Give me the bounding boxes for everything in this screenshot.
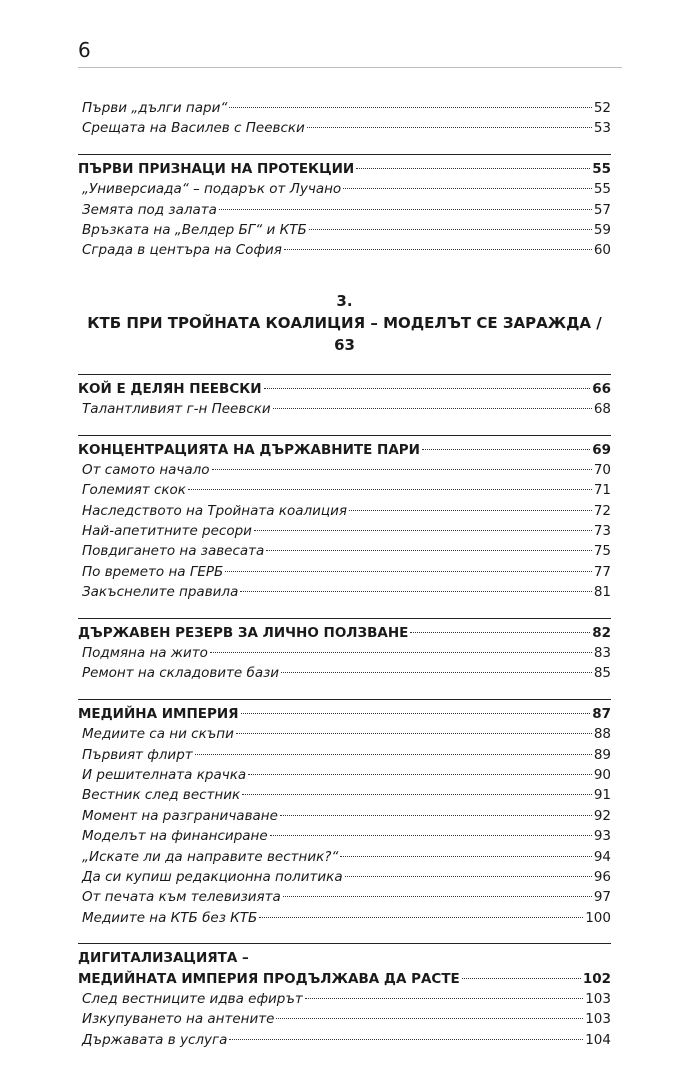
leader-dots — [229, 1039, 583, 1040]
toc-entry-page: 92 — [593, 807, 611, 824]
toc-entry-page: 73 — [593, 523, 611, 540]
toc-entry[interactable] — [78, 724, 611, 744]
toc-entry[interactable] — [78, 480, 611, 500]
toc-entry-page: 89 — [593, 746, 611, 763]
leader-dots — [309, 229, 592, 230]
page-number: 6 — [78, 38, 91, 62]
toc-entry-page: 68 — [593, 401, 611, 418]
section-number: 3. — [336, 291, 353, 310]
toc-entry[interactable] — [78, 399, 611, 419]
toc-chapter-page: 69 — [592, 441, 611, 458]
toc-chapter[interactable] — [78, 704, 611, 724]
leader-dots — [264, 388, 591, 389]
toc-entry-title: Най-апетитните ресори — [82, 523, 252, 540]
toc-entry-title: Да си купиш редакционна политика — [82, 868, 343, 885]
leader-dots — [280, 815, 592, 816]
toc-chapter-title: МЕДИЙНАТА ИМПЕРИЯ ПРОДЪЛЖАВА ДА РАСТЕ — [78, 970, 460, 987]
toc-chapter[interactable] — [78, 440, 611, 460]
toc-entry[interactable] — [78, 1030, 611, 1050]
toc-entry-title: Големият скок — [82, 482, 186, 499]
leader-dots — [195, 754, 592, 755]
toc-entry-title: Държавата в услуга — [82, 1031, 228, 1048]
toc-entry-page: 55 — [593, 181, 611, 198]
leader-dots — [188, 489, 592, 490]
toc-entry-title: Връзката на „Велдер БГ“ и КТБ — [82, 221, 307, 238]
leader-dots — [284, 249, 592, 250]
header-rule — [78, 67, 622, 68]
toc-entry-page: 103 — [585, 1011, 611, 1028]
toc-chapter-page: 55 — [592, 160, 611, 177]
toc-entry[interactable] — [78, 98, 611, 118]
toc-entry-title: Момент на разграничаване — [82, 807, 278, 824]
toc-entry-title: Подмяна на жито — [82, 645, 208, 662]
toc-entry-page: 60 — [593, 242, 611, 259]
leader-dots — [241, 713, 591, 714]
toc-entry-title: Талантливият г-н Пеевски — [82, 401, 271, 418]
toc-entry-title: Срещата на Василев с Пеевски — [82, 120, 305, 137]
leader-dots — [273, 408, 592, 409]
toc-chapter[interactable] — [78, 159, 611, 179]
leader-dots — [266, 550, 591, 551]
toc-entry[interactable] — [78, 663, 611, 683]
toc-entry-title: Медиите са ни скъпи — [82, 726, 234, 743]
toc-chapter-title: МЕДИЙНА ИМПЕРИЯ — [78, 705, 239, 722]
toc-entry-page: 104 — [585, 1031, 611, 1048]
leader-dots — [248, 774, 592, 775]
leader-dots — [254, 530, 592, 531]
leader-dots — [259, 917, 583, 918]
leader-dots — [410, 632, 590, 633]
leader-dots — [356, 168, 590, 169]
toc-entry-title: Сграда в центъра на София — [82, 242, 282, 259]
section-divider — [78, 154, 611, 155]
toc-entry[interactable] — [78, 643, 611, 663]
leader-dots — [340, 856, 591, 857]
toc-chapter[interactable] — [78, 623, 611, 643]
leader-dots — [305, 998, 583, 999]
toc-entry-page: 91 — [593, 787, 611, 804]
toc-entry-title: По времето на ГЕРБ — [82, 563, 224, 580]
toc-entry[interactable] — [78, 582, 611, 602]
toc-entry[interactable] — [78, 765, 611, 785]
section-divider — [78, 435, 611, 436]
toc-entry[interactable] — [78, 179, 611, 199]
toc-entry-page: 70 — [593, 461, 611, 478]
leader-dots — [225, 571, 592, 572]
toc-chapter-title: ДЪРЖАВЕН РЕЗЕРВ ЗА ЛИЧНО ПОЛЗВАНЕ — [78, 624, 409, 641]
toc-entry-page: 52 — [593, 100, 611, 116]
toc-entry[interactable] — [78, 541, 611, 561]
section-divider — [78, 943, 611, 944]
toc-entry[interactable] — [78, 745, 611, 765]
toc-entry-page: 85 — [593, 665, 611, 682]
toc-entry-page: 71 — [593, 482, 611, 499]
toc-entry[interactable] — [78, 220, 611, 240]
section-title: КТБ ПРИ ТРОЙНАТА КОАЛИЦИЯ – МОДЕЛЪТ СЕ ЗАРАЖДА / 63 — [87, 313, 602, 354]
leader-dots — [276, 1018, 583, 1019]
toc-chapter[interactable] — [78, 969, 611, 989]
toc-entry-title: Първи „дълги пари“ — [82, 100, 228, 116]
toc-entry[interactable] — [78, 806, 611, 826]
toc-entry-title: Земята под залата — [82, 201, 217, 218]
toc-entry-title: След вестниците идва ефирът — [82, 990, 303, 1007]
toc-entry[interactable] — [78, 1009, 611, 1029]
toc-entry-title: Изкупуването на антените — [82, 1011, 275, 1028]
toc-entry-page: 53 — [593, 120, 611, 137]
toc-entry-page: 57 — [593, 201, 611, 218]
leader-dots — [242, 794, 592, 795]
toc-entry-title: Ремонт на складовите бази — [82, 665, 280, 682]
toc-entry[interactable] — [78, 826, 611, 846]
toc-entry-page: 93 — [593, 828, 611, 845]
toc-entry-title: Първият флирт — [82, 746, 193, 763]
leader-dots — [307, 127, 592, 128]
toc-entry-title: Медиите на КТБ без КТБ — [82, 909, 258, 926]
leader-dots — [462, 978, 581, 979]
leader-dots — [349, 510, 592, 511]
toc-entry-page: 96 — [593, 868, 611, 885]
toc-entry-title: Наследството на Тройната коалиция — [82, 502, 347, 519]
toc-entry-page: 100 — [585, 909, 611, 926]
section-divider — [78, 618, 611, 619]
toc-entry-title: Моделът на финансиране — [82, 828, 268, 845]
toc-entry-page: 90 — [593, 766, 611, 783]
leader-dots — [345, 876, 592, 877]
toc-entry-page: 72 — [593, 502, 611, 519]
toc-entry[interactable] — [78, 908, 611, 928]
toc-entry[interactable] — [78, 200, 611, 220]
leader-dots — [229, 107, 591, 108]
section-divider — [78, 374, 611, 375]
toc-chapter-title: ПЪРВИ ПРИЗНАЦИ НА ПРОТЕКЦИИ — [78, 160, 355, 177]
toc-entry-title: От самото начало — [82, 461, 210, 478]
leader-dots — [270, 835, 592, 836]
toc-entry-page: 103 — [585, 990, 611, 1007]
toc-entry-title: От печата към телевизията — [82, 889, 281, 906]
toc-entry[interactable] — [78, 521, 611, 541]
leader-dots — [240, 591, 591, 592]
toc-entry-page: 94 — [593, 848, 611, 865]
toc-entry-title: Вестник след вестник — [82, 787, 241, 804]
leader-dots — [210, 652, 592, 653]
toc-entry-page: 88 — [593, 726, 611, 743]
toc-entry[interactable] — [78, 847, 611, 867]
toc-chapter-title: КОЙ Е ДЕЛЯН ПЕЕВСКИ — [78, 380, 262, 397]
toc-entry[interactable] — [78, 501, 611, 521]
toc-entry-page: 97 — [593, 889, 611, 906]
toc-entry[interactable] — [78, 867, 611, 887]
toc-entry[interactable] — [78, 989, 611, 1009]
toc-entry[interactable] — [78, 118, 611, 138]
toc-entry-title: Повдигането на завесата — [82, 543, 265, 560]
leader-dots — [422, 449, 590, 450]
toc-chapter-page: 82 — [592, 624, 611, 641]
toc-entry-title: И решителната крачка — [82, 766, 247, 783]
toc-entry-page: 81 — [593, 584, 611, 601]
leader-dots — [343, 188, 592, 189]
toc-entry-page: 75 — [593, 543, 611, 560]
leader-dots — [219, 209, 592, 210]
toc-entry-title: Закъснелите правила — [82, 584, 239, 601]
toc-entry-page: 83 — [593, 645, 611, 662]
toc-entry-title: „Искате ли да направите вестник?“ — [82, 848, 339, 865]
toc-chapter-title: КОНЦЕНТРАЦИЯТА НА ДЪРЖАВНИТЕ ПАРИ — [78, 441, 420, 458]
toc-entry[interactable] — [78, 240, 611, 260]
leader-dots — [236, 733, 592, 734]
toc-chapter-line1[interactable]: ДИГИТАЛИЗАЦИЯТА – — [78, 950, 249, 967]
toc-entry[interactable] — [78, 887, 611, 907]
toc-entry-page: 59 — [593, 221, 611, 238]
toc-entry-page: 77 — [593, 563, 611, 580]
toc-entry[interactable] — [78, 460, 611, 480]
leader-dots — [281, 672, 592, 673]
toc-entry-title: „Универсиада“ – подарък от Лучано — [82, 181, 342, 198]
leader-dots — [283, 896, 592, 897]
leader-dots — [212, 469, 592, 470]
toc-chapter-page: 87 — [592, 705, 611, 722]
toc-entry[interactable] — [78, 785, 611, 805]
section-divider — [78, 699, 611, 700]
toc-chapter-page: 66 — [592, 380, 611, 397]
toc-entry[interactable] — [78, 562, 611, 582]
toc-chapter[interactable] — [78, 379, 611, 399]
table-of-contents — [78, 98, 611, 1050]
toc-chapter-page: 102 — [582, 970, 611, 987]
